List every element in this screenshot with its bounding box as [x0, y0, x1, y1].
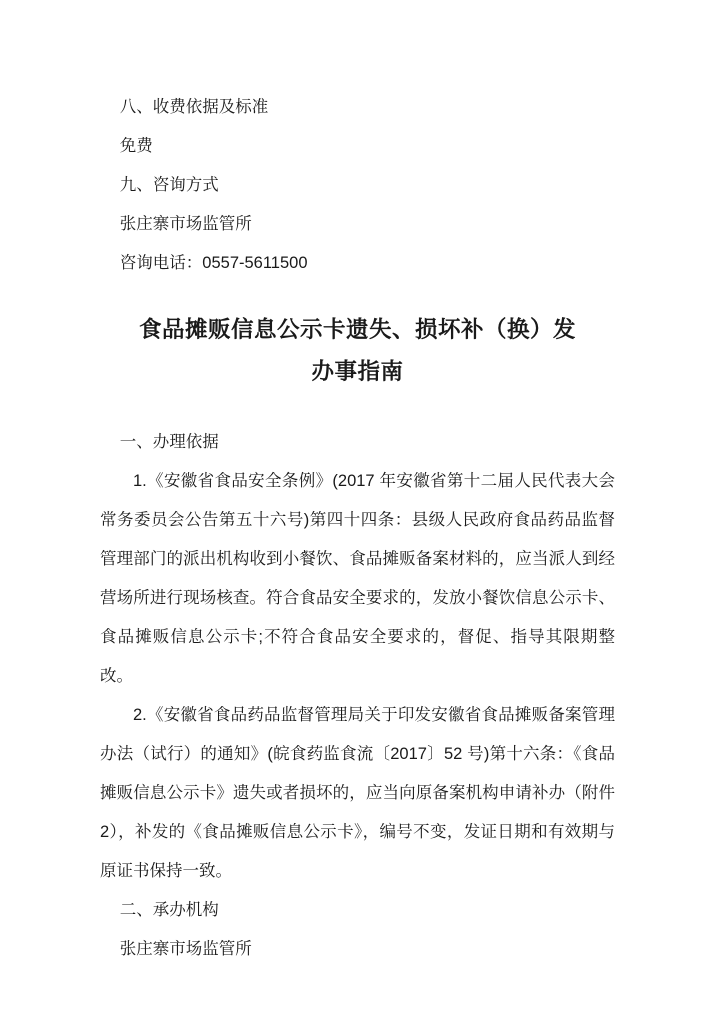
section-agency-heading: 二、承办机构 — [119, 901, 219, 919]
document-body — [100, 88, 615, 969]
section-basis-paragraph-2: 2.《安徽省食品药品监督管理局关于印发安徽省食品摊贩备案管理办法（试行）的通知》(皖食药监食流〔2017〕52 号)第十六条：《食品摊贩信息公示卡》遗失或者损坏的，应当向原备案机构申请补办（附件 2），补发的《食品摊贩信息公示卡》，编号不变，发证日期和有效期与原证书保持一致。 — [100, 706, 615, 880]
top-section-line-1: 八、收费依据及标准 — [119, 98, 269, 116]
section-agency — [100, 891, 615, 969]
section-basis-heading: 一、办理依据 — [119, 433, 219, 451]
document-title-block — [100, 309, 615, 393]
top-section — [100, 88, 615, 283]
page-title-line-2: 办事指南 — [311, 359, 404, 384]
top-section-line-5: 咨询电话：0557-5611500 — [119, 254, 308, 272]
page-title — [100, 309, 615, 393]
page-title-line-1: 食品摊贩信息公示卡遗失、损坏补（换）发 — [138, 317, 576, 342]
section-agency-paragraph-1: 张庄寨市场监管所 — [119, 940, 252, 958]
section-basis — [100, 423, 615, 891]
top-section-line-4: 张庄寨市场监管所 — [119, 215, 252, 233]
section-basis-paragraph-1: 1.《安徽省食品安全条例》(2017 年安徽省第十二届人民代表大会常务委员会公告第五十六号)第四十四条：县级人民政府食品药品监督管理部门的派出机构收到小餐饮、食品摊贩备案材料的，应当派人到经营场所进行现场核查。符合食品安全要求的，发放小餐饮信息公示卡、食品摊贩信息公示卡;不符合食品安全要求的，督促、指导其限期整改。 — [100, 472, 615, 685]
top-section-line-3: 九、咨询方式 — [119, 176, 219, 194]
top-section-line-2: 免费 — [119, 137, 153, 155]
